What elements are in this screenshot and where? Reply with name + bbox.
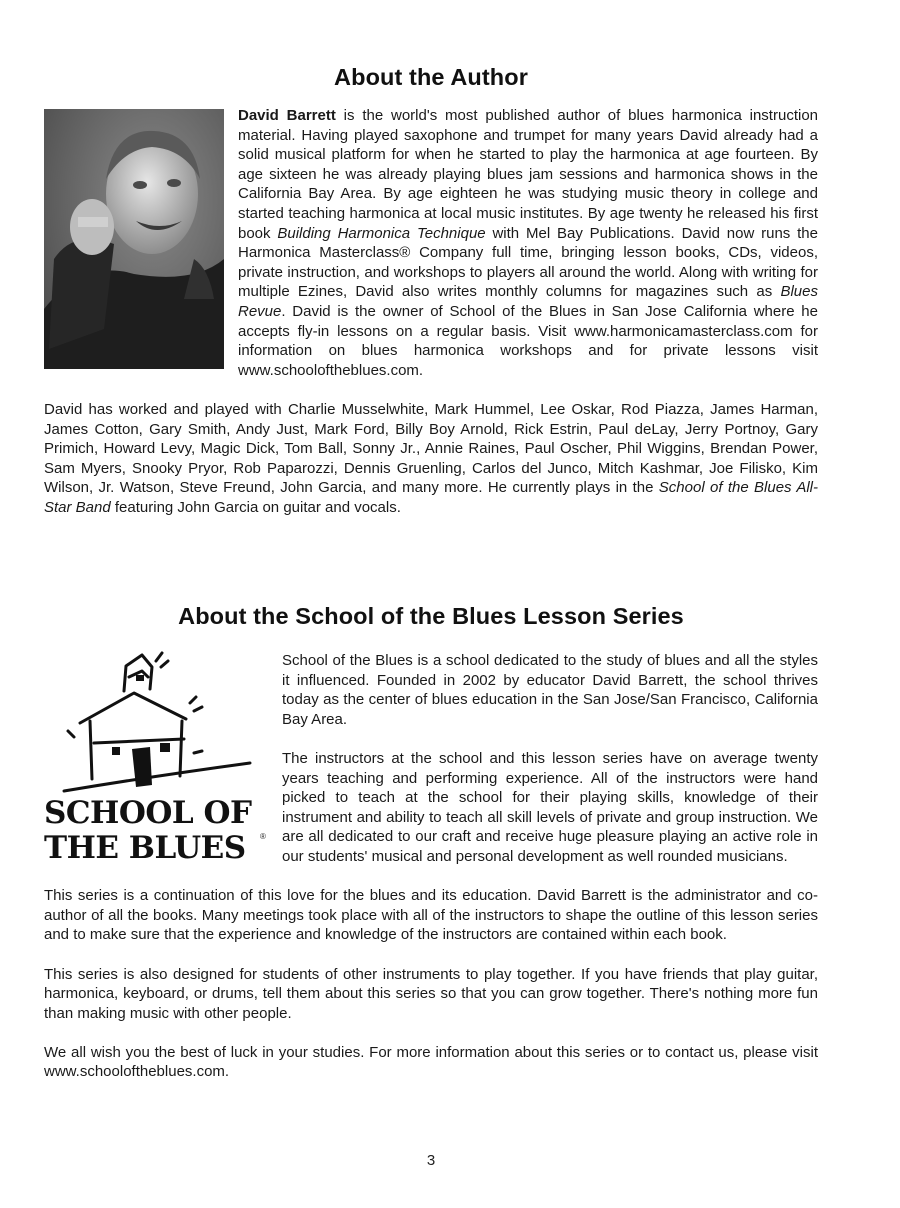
logo-line-1: SCHOOL OF bbox=[44, 795, 252, 831]
author-photo bbox=[44, 109, 224, 369]
bio-text-b: with Mel Bay Publications. David now runs the Harmonica Masterclass® Company full time, bringing lesson books, CDs, videos, private instruction, and workshops to players all around the world. Along with writing for multiple Ezines, David also writes monthly columns for magazines such as bbox=[238, 224, 818, 301]
author-name: David Barrett bbox=[238, 107, 336, 124]
book-title: Building Harmonica Technique bbox=[277, 224, 486, 242]
school-paragraph-5: We all wish you the best of luck in your studies. For more information about this series or to contact us, please visit www.schooloftheblues.com. bbox=[44, 1043, 818, 1081]
collab-text-b: featuring John Garcia on guitar and vocals. bbox=[110, 498, 401, 516]
bio-text-a: is the world's most published author of blues harmonica instruction material. Having played saxophone and trumpet for many years David already had a solid musical platform for when he started to play the harmonica at age fourteen. By age sixteen he was already playing blues jam sessions and harmonica shows in the California Bay Area. By age eighteen he was studying music theory in college and started teaching harmonica at local music institutes. By age twenty he released his first book bbox=[238, 107, 818, 242]
author-portrait-icon bbox=[44, 109, 224, 369]
registered-mark: ® bbox=[260, 832, 266, 841]
school-paragraph-4: This series is also designed for students of other instruments to play together. If you have friends that play guitar, harmonica, keyboard, or drums, tell them about this series so that you can grow together. There's nothing more fun than making music with other people. bbox=[44, 965, 818, 1022]
school-section bbox=[44, 651, 818, 1082]
school-paragraph-3: This series is a continuation of this love for the blues and its education. David Barrett is the administrator and co-author of all the books. Many meetings took place with all of the instructors to shape the outline of this lesson series and to make sure that the experience and knowledge of the instructors are contained within each book. bbox=[44, 887, 818, 944]
school-paragraph-1: School of the Blues is a school dedicated to the study of blues and all the styles it influenced. Founded in 2002 by educator David Barrett, the school thrives today as the center of blues education in the San Jose/San Francisco, California Bay Area. bbox=[282, 652, 818, 728]
page-number: 3 bbox=[426, 1152, 436, 1169]
school-logo bbox=[44, 651, 272, 866]
band-name: School of the Blues All-Star Band bbox=[44, 479, 818, 516]
lesson-series-heading: About the School of the Blues Lesson Series bbox=[178, 603, 684, 629]
collab-text-a: David has worked and played with Charlie Musselwhite, Mark Hummel, Lee Oskar, Rod Piazza, James Harman, James Cotton, Gary Smith, Andy Just, Mark Ford, Billy Boy Arnold, Rick Estrin, Paul deLay, Jerry Portnoy, Gary Primich, Howard Levy, Magic Dick, Tom Ball, Sonny Jr., Annie Raines, Paul Oscher, Phil Wiggins, Brendan Power, Sam Myers, Snooky Pryor, Rob Paparozzi, Dennis Gruenling, Carlos del Junco, Mitch Kashmar, Joe Filisko, Kim Wilson, Jr. Watson, Steve Freund, John Garcia, and many more. He currently plays in the bbox=[44, 400, 818, 497]
author-section bbox=[44, 106, 818, 517]
schoolhouse-icon bbox=[44, 651, 272, 801]
logo-line-2: THE BLUES bbox=[44, 830, 246, 866]
bio-text-c: . David is the owner of School of the Blues in San Jose California where he accepts fly-in lessons on a regular basis. Visit www.harmonicamasterclass.com for information on blues harmonica workshops and for private lessons visit www.schooloftheblues.com. bbox=[238, 302, 818, 379]
school-paragraph-2: The instructors at the school and this lesson series have on average twenty years teaching and performing experience. All of the instructors were hand picked to teach at the school for their playing skills, knowledge of their instrument and ability to teach all skill levels of private and group instruction. We are all dedicated to our craft and receive huge pleasure playing an active role in our students' musical and personal development as well rounded musicians. bbox=[282, 749, 818, 865]
about-author-heading: About the Author bbox=[334, 64, 528, 90]
collaborators-paragraph bbox=[44, 400, 818, 518]
magazine-title: Blues Revue bbox=[238, 283, 818, 320]
